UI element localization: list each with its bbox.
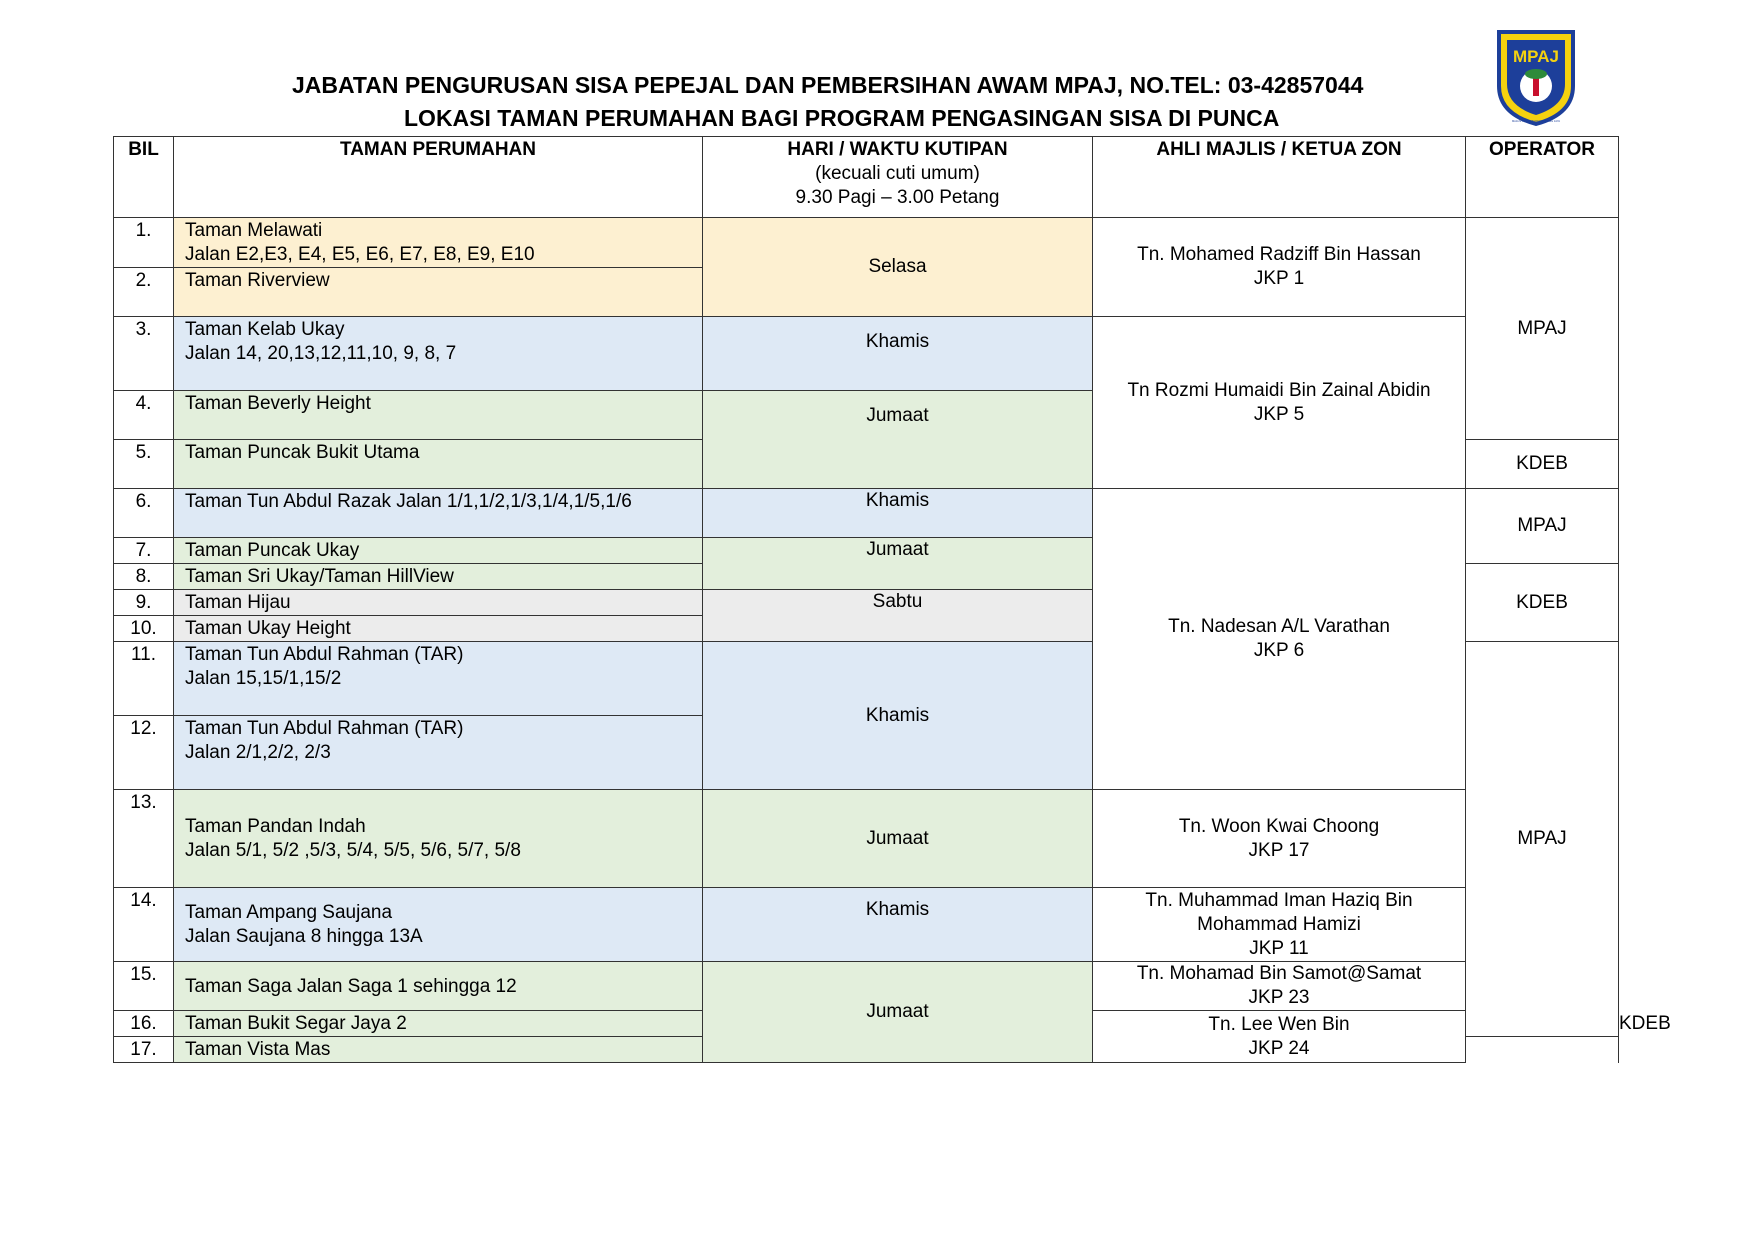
- row-taman: [174, 391, 703, 440]
- table-row: [114, 888, 1619, 962]
- ahli-zon: JKP 23: [1248, 987, 1310, 1008]
- row-bil: 8.: [114, 564, 174, 590]
- table-row: [114, 218, 1619, 268]
- operator-cell: MPAJ: [1466, 489, 1619, 564]
- row-taman: [174, 268, 703, 317]
- ahli-name: Tn. Woon Kwai Choong: [1178, 815, 1380, 837]
- table-row: [114, 962, 1619, 1011]
- row-bil: 14.: [114, 888, 174, 962]
- row-taman: [174, 317, 703, 391]
- hari-cell: Jumaat: [703, 790, 1093, 888]
- row-taman: [174, 564, 703, 590]
- taman-name: Taman Kelab Ukay: [185, 319, 345, 340]
- taman-name: Taman Beverly Height: [185, 393, 371, 414]
- row-taman: [174, 642, 703, 716]
- hari-cell: Khamis: [703, 888, 1093, 962]
- hari-cell: Sabtu: [703, 590, 1093, 642]
- taman-name: Taman Bukit Segar Jaya 2: [185, 1013, 407, 1034]
- row-taman: [174, 716, 703, 790]
- row-taman: [174, 1037, 703, 1063]
- row-taman: [174, 489, 703, 538]
- taman-name: Taman Puncak Ukay: [185, 540, 360, 561]
- row-taman: [174, 1011, 703, 1037]
- hari-cell: Khamis: [703, 317, 1093, 391]
- hari-cell: Jumaat: [703, 538, 1093, 590]
- row-taman: [174, 962, 703, 1011]
- taman-name: Taman Tun Abdul Rahman (TAR): [185, 718, 464, 739]
- ahli-cell: [1093, 317, 1466, 489]
- row-bil: 9.: [114, 590, 174, 616]
- table-row: [114, 317, 1619, 391]
- row-bil: 12.: [114, 716, 174, 790]
- taman-name: Taman Ukay Height: [185, 618, 351, 639]
- operator-cell: KDEB: [1466, 440, 1619, 489]
- operator-cell: MPAJ: [1466, 218, 1619, 440]
- taman-name: Taman Hijau: [185, 592, 291, 613]
- table-header-row: [114, 137, 1619, 218]
- taman-jalan: Jalan 2/1,2/2, 2/3: [185, 742, 331, 763]
- taman-name: Taman Ampang Saujana: [185, 902, 393, 923]
- ahli-name: Tn. Mohamed Radziff Bin Hassan: [1137, 244, 1421, 265]
- table-row: [114, 790, 1619, 888]
- ahli-name: Tn. Mohamad Bin Samot@Samat: [1136, 963, 1422, 984]
- schedule-table: [113, 136, 1671, 1063]
- row-bil: 5.: [114, 440, 174, 489]
- header-taman: TAMAN PERUMAHAN: [174, 137, 703, 218]
- taman-jalan: Jalan 5/1, 5/2 ,5/3, 5/4, 5/5, 5/6, 5/7, 5/8: [185, 840, 521, 861]
- taman-jalan: Jalan E2,E3, E4, E5, E6, E7, E8, E9, E10: [185, 244, 535, 265]
- header-bil: BIL: [114, 137, 174, 218]
- header-hari-note: (kecuali cuti umum): [815, 163, 980, 184]
- taman-name: Taman Melawati: [185, 220, 323, 241]
- hari-cell: Selasa: [703, 218, 1093, 317]
- ahli-cell: [1093, 888, 1466, 962]
- taman-jalan: Jalan 14, 20,13,12,11,10, 9, 8, 7: [185, 343, 457, 364]
- ahli-cell: [1093, 218, 1466, 317]
- hari-cell: Jumaat: [703, 962, 1093, 1063]
- hari-cell: Khamis: [703, 642, 1093, 790]
- table-row: [114, 489, 1619, 538]
- row-bil: 6.: [114, 489, 174, 538]
- table-row: 16. Taman Bukit Segar Jaya 2 Tn. Lee Wen Bin JKP 24 KDEB: [114, 1011, 1619, 1037]
- row-taman: [174, 218, 703, 268]
- row-bil: 13.: [114, 790, 174, 888]
- row-bil: 10.: [114, 616, 174, 642]
- row-taman: [174, 440, 703, 489]
- taman-name: Taman Tun Abdul Razak Jalan 1/1,1/2,1/3,1/4,1/5,1/6: [185, 491, 632, 512]
- row-bil: 7.: [114, 538, 174, 564]
- taman-jalan: Jalan Saujana 8 hingga 13A: [185, 926, 423, 947]
- ahli-zon: JKP 6: [1253, 640, 1305, 661]
- ahli-cell: [1093, 489, 1466, 790]
- row-bil: 15.: [114, 962, 174, 1011]
- ahli-name-line1: Tn. Muhammad Iman Haziq Bin: [1145, 889, 1413, 911]
- row-bil: 4.: [114, 391, 174, 440]
- taman-jalan: Jalan 15,15/1,15/2: [185, 668, 342, 689]
- ahli-zon: JKP 24: [1248, 1037, 1310, 1059]
- ahli-name: Tn. Nadesan A/L Varathan: [1168, 616, 1390, 637]
- taman-name: Taman Riverview: [185, 270, 330, 291]
- ahli-zon: JKP 11: [1249, 937, 1309, 959]
- row-taman: [174, 790, 703, 888]
- row-bil: 17.: [114, 1037, 174, 1063]
- row-bil: 2.: [114, 268, 174, 317]
- ahli-cell: [1093, 962, 1466, 1011]
- document-subtitle: LOKASI TAMAN PERUMAHAN BAGI PROGRAM PENGASINGAN SISA DI PUNCA: [404, 105, 1280, 131]
- taman-name: Taman Pandan Indah: [185, 816, 366, 837]
- ahli-name: Tn. Lee Wen Bin: [1208, 1013, 1350, 1035]
- ahli-name: Tn Rozmi Humaidi Bin Zainal Abidin: [1127, 379, 1431, 401]
- svg-text:MAJLIS PERBANDARAN AMPANG JAYA: MAJLIS PERBANDARAN AMPANG JAYA: [1512, 120, 1560, 123]
- ahli-cell: [1093, 790, 1466, 888]
- row-taman: [174, 590, 703, 616]
- header-hari-title: HARI / WAKTU KUTIPAN: [787, 139, 1008, 160]
- header-ahli: AHLI MAJLIS / KETUA ZON: [1093, 137, 1466, 218]
- row-bil: 1.: [114, 218, 174, 268]
- ahli-zon: JKP 1: [1253, 268, 1305, 289]
- operator-cell: MPAJ: [1466, 642, 1619, 1037]
- hari-cell: Khamis: [703, 489, 1093, 538]
- operator-cell: KDEB: [1466, 564, 1619, 642]
- department-title: JABATAN PENGURUSAN SISA PEPEJAL DAN PEMBERSIHAN AWAM MPAJ, NO.TEL: 03-42857044: [292, 72, 1364, 98]
- taman-name: Taman Saga Jalan Saga 1 sehingga 12: [185, 975, 517, 997]
- row-taman: [174, 888, 703, 962]
- taman-name: Taman Puncak Bukit Utama: [185, 442, 420, 463]
- row-taman: [174, 538, 703, 564]
- taman-name: Taman Sri Ukay/Taman HillView: [185, 566, 454, 587]
- hari-cell: Jumaat: [703, 391, 1093, 489]
- header-hari-time: 9.30 Pagi – 3.00 Petang: [795, 187, 1000, 208]
- row-bil: 3.: [114, 317, 174, 391]
- header-operator: OPERATOR: [1466, 137, 1619, 218]
- header-hari: [703, 137, 1093, 218]
- ahli-zon: JKP 5: [1253, 403, 1305, 425]
- svg-text:MPAJ: MPAJ: [1513, 47, 1559, 66]
- ahli-cell: [1093, 1011, 1466, 1063]
- ahli-name-line2: Mohammad Hamizi: [1197, 913, 1361, 935]
- row-taman: [174, 616, 703, 642]
- taman-name: Taman Tun Abdul Rahman (TAR): [185, 644, 464, 665]
- ahli-zon: JKP 17: [1248, 839, 1310, 861]
- row-bil: 11.: [114, 642, 174, 716]
- row-bil: 16.: [114, 1011, 174, 1037]
- mpaj-logo: [1495, 28, 1577, 126]
- taman-name: Taman Vista Mas: [185, 1039, 331, 1060]
